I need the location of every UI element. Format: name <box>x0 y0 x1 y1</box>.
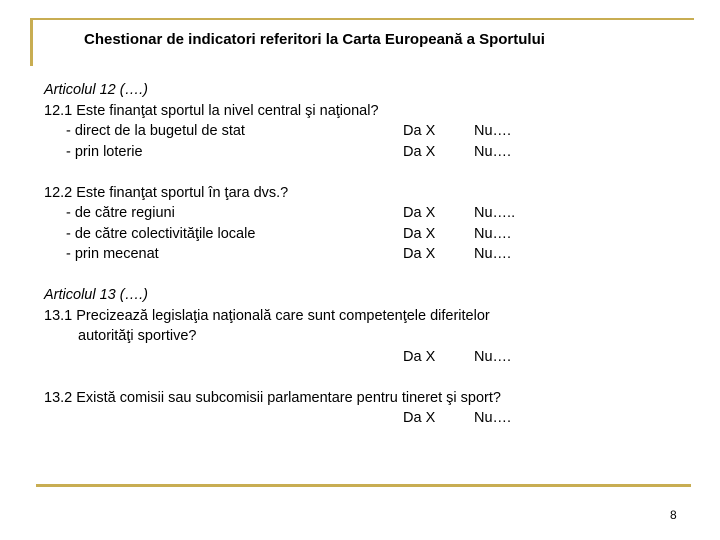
item-label: - direct de la bugetul de stat <box>66 123 245 139</box>
answer-no: Nu…. <box>474 143 512 160</box>
question-13-1-line2: autorităţi sportive? <box>78 328 197 344</box>
footer-rule <box>36 484 691 487</box>
answer-no: Nu…. <box>474 123 512 139</box>
answer-row <box>44 347 684 368</box>
question-13-1-line1: 13.1 Precizează legislaţia naţională care sunt competenţele diferitelor <box>44 307 490 324</box>
answer-no: Nu…. <box>474 225 512 242</box>
list-item <box>44 244 684 265</box>
item-label: - prin mecenat <box>66 246 159 262</box>
frame-vertical-rule <box>30 18 33 66</box>
answer-no: Nu…. <box>474 410 512 426</box>
item-label: - de către regiuni <box>66 205 175 221</box>
item-label: - de către colectivităţile locale <box>66 225 256 242</box>
slide-title: Chestionar de indicatori referitori la Carta Europeană a Sportului <box>84 31 545 48</box>
list-item <box>44 121 684 142</box>
answer-yes: Da X <box>403 205 436 221</box>
answer-yes: Da X <box>403 143 436 160</box>
question-12-1: 12.1 Este finanţat sportul la nivel central şi naţional? <box>44 102 379 119</box>
frame-top-rule <box>30 18 694 20</box>
answer-no: Nu…. <box>474 348 512 365</box>
answer-yes: Da X <box>403 123 436 139</box>
article-13-heading: Articolul 13 (….) <box>44 287 148 303</box>
question-12-2: 12.2 Este finanţat sportul în ţara dvs.? <box>44 184 289 201</box>
questionnaire-body <box>44 80 684 429</box>
answer-row <box>44 408 684 429</box>
answer-yes: Da X <box>403 225 436 242</box>
answer-yes: Da X <box>403 246 436 262</box>
answer-no: Nu…. <box>474 246 512 262</box>
list-item <box>44 203 684 224</box>
answer-no: Nu….. <box>474 205 516 221</box>
answer-yes: Da X <box>403 348 436 365</box>
item-label: - prin loterie <box>66 143 143 160</box>
list-item <box>44 224 684 245</box>
answer-yes: Da X <box>403 410 436 426</box>
question-13-2: 13.2 Există comisii sau subcomisii parlamentare pentru tineret şi sport? <box>44 389 501 406</box>
list-item <box>44 142 684 163</box>
article-12-heading: Articolul 12 (….) <box>44 82 148 98</box>
page-number: 8 <box>670 508 677 522</box>
